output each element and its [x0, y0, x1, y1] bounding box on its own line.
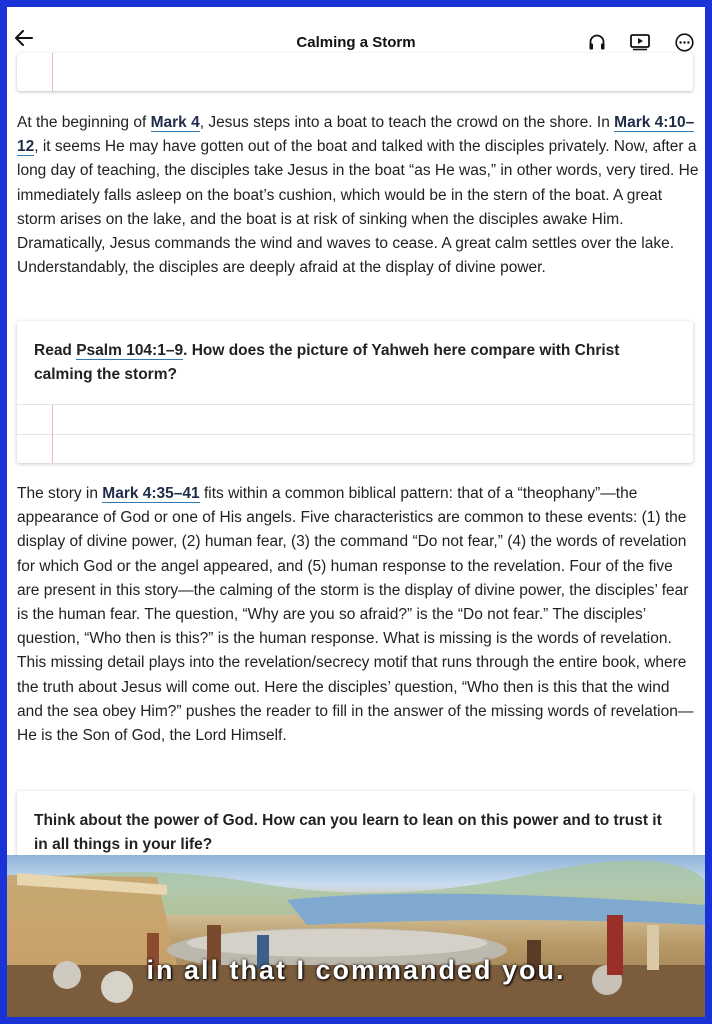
body-paragraph-2: [17, 482, 699, 748]
question-text: Think about the power of God. How can you learn to lean on this power and to trust it in all things in your life?: [34, 812, 662, 853]
headphones-icon: [588, 33, 606, 51]
body-paragraph-1: [17, 111, 699, 280]
text: , Jesus steps into a boat to teach the crowd on the shore. In: [199, 114, 615, 131]
text: . How does the picture of Yahweh here compare with Christ calming the storm?: [34, 342, 620, 383]
text: Read: [34, 342, 77, 359]
scripture-link-mark-4-10-12[interactable]: Mark 4:10–12: [17, 114, 695, 156]
scripture-link-psalm-104[interactable]: Psalm 104:1–9: [76, 342, 184, 359]
back-button[interactable]: [13, 27, 35, 49]
question-text: [34, 339, 674, 387]
audio-button[interactable]: [586, 31, 608, 53]
more-options-icon: [675, 33, 694, 52]
text: At the beginning of: [17, 114, 151, 131]
scripture-link-mark-4-35-41[interactable]: Mark 4:35–41: [102, 485, 200, 502]
question-card-1: [17, 321, 693, 463]
note-margin-line: [52, 53, 53, 91]
more-options-button[interactable]: [673, 31, 695, 53]
text: , it seems He may have gotten out of the boat and talked with the disciples privately. Now, after a long day of teaching, the disciples take Jesus in the boat “as He was,” in other words, very tired. He immediately falls asleep on the boat’s cushion, which would be in the stern of the boat. A great storm arises on the lake, and the boat is at risk of sinking when the disciples awake Him. Dramatically, Jesus commands the wind and waves to cease. A great calm settles over the lake. Understandably, the disciples are deeply afraid at the display of divine power.: [17, 138, 699, 277]
video-button[interactable]: [629, 31, 651, 53]
text: The story in: [17, 485, 103, 502]
video-overlay-image[interactable]: [7, 855, 705, 1017]
text: fits within a common biblical pattern: that of a “theophany”—the appearance of God or one of His angels. Five characteristics are common to these events: (1) the display of divine power, (2) human fear, (3) the command “Do not fear,” (4) the words of revelation for which God or the angel appeared, and (5) human response to the revelation. Four of the five are present in this story—the calming of the storm is the display of divine power, the disciples’ fear is the human fear. The question, “Why are you so afraid?” is the “Do not fear.” The disciples’ question, “Who then is this?” is the human response. What is missing is the words of revelation. This missing detail plays into the revelation/secrecy motif that runs through the entire book, where the truth about Jesus will come out. Here the disciples’ question, “Who then is this that the wind and the sea obey Him?” pushes the reader to fill in the answer of the missing words of revelation—He is the Son of God, the Lord Himself.: [17, 485, 694, 745]
painting-scene: [7, 855, 705, 1017]
arrow-left-icon: [15, 30, 33, 46]
app-frame: [7, 7, 705, 1017]
scripture-link-mark-4[interactable]: Mark 4: [150, 114, 200, 131]
page-title: Calming a Storm: [296, 34, 416, 51]
video-caption: in all that I commanded you.: [146, 955, 566, 985]
answer-input-area[interactable]: [17, 405, 693, 463]
play-video-icon: [630, 33, 650, 51]
note-input-area-top[interactable]: [17, 53, 693, 91]
